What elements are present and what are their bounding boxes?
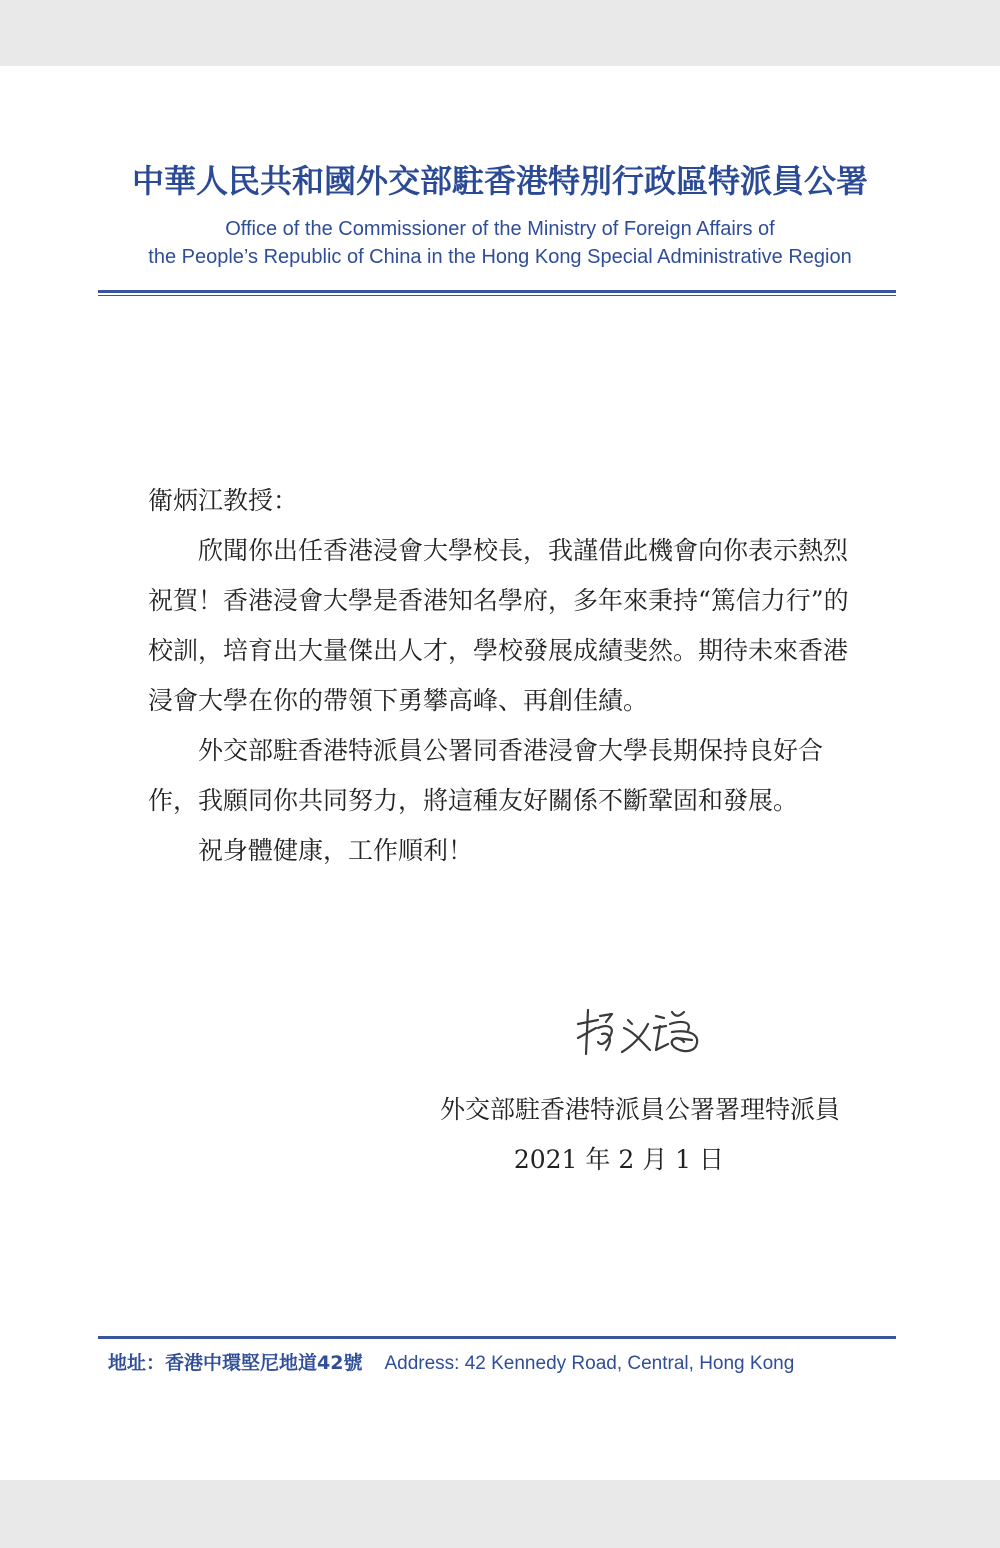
handwritten-signature — [572, 1002, 712, 1062]
letter-page — [0, 66, 1000, 1480]
letter-body — [148, 526, 860, 876]
footer-address — [108, 1348, 908, 1375]
salutation: 衛炳江教授： — [148, 486, 299, 515]
address-chinese: 地址：香港中環堅尼地道42號 — [108, 1352, 363, 1374]
letterhead-chinese-title: 中華人民共和國外交部駐香港特別行政區特派員公署 — [131, 162, 868, 200]
signer-title: 外交部駐香港特派員公署署理特派員 — [439, 1095, 840, 1124]
letterhead-divider — [98, 290, 896, 293]
paragraph: 祝身體健康，工作順利！ — [198, 836, 474, 865]
paragraph: 欣聞你出任香港浸會大學校長，我謹借此機會向你表示熱烈祝賀！香港浸會大學是香港知名學府，多年來秉持“篤信力行”的校訓，培育出大量傑出人才，學校發展成績斐然。期待未來香港浸會大學在你的帶領下勇攀高峰、再創佳績。 — [148, 536, 849, 715]
address-english: Address: 42 Kennedy Road, Central, Hong Kong — [384, 1353, 795, 1374]
paragraph: 外交部駐香港特派員公署同香港浸會大學長期保持良好合作，我願同你共同努力，將這種友好關係不斷鞏固和發展。 — [148, 736, 824, 815]
letterhead-divider-thin — [98, 295, 896, 296]
letterhead-english-line-1: Office of the Commissioner of the Ministry of Foreign Affairs of — [225, 218, 775, 240]
footer-divider — [98, 1336, 896, 1339]
letter-date: 2021 年 2 月 1 日 — [513, 1145, 724, 1174]
letterhead-english-line-2: the People’s Republic of China in the Hong Kong Special Administrative Region — [148, 246, 852, 268]
